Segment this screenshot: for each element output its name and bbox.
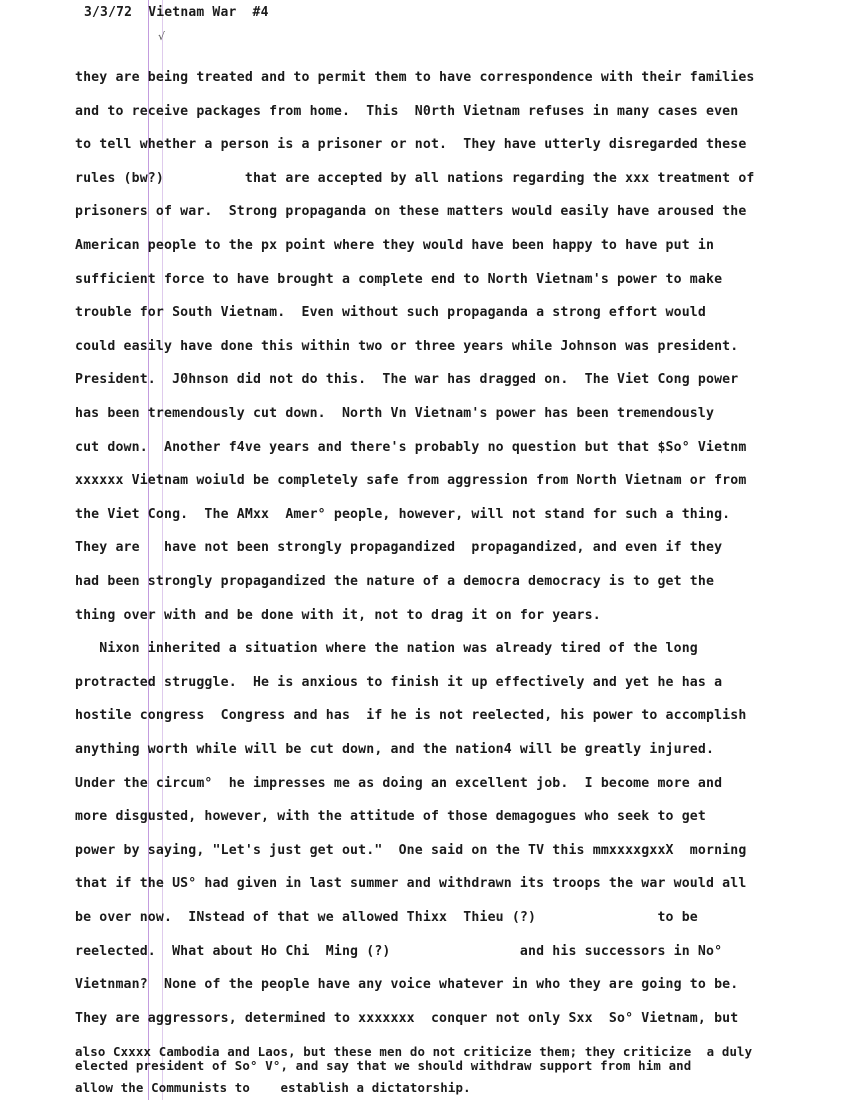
text-line: cut down. Another f4ve years and there's probably no question but that $So° Vietnm	[75, 439, 747, 455]
text-line: Under the circum° he impresses me as doing an excellent job. I become more and	[75, 775, 723, 791]
text-line: more disgusted, however, with the attitude of those demagogues who seek to get	[75, 809, 706, 825]
text-line: They are aggressors, determined to xxxxxxx conquer not only Sxx So° Vietnam, but	[75, 1010, 739, 1026]
text-line: reelected. What about Ho Chi Ming (?) and his successors in No°	[75, 943, 723, 959]
text-line: power by saying, "Let's just get out." One said on the TV this mmxxxxgxxX morning	[75, 842, 747, 858]
text-line: hostile congress Congress and has if he is not reelected, his power to accomplish	[75, 708, 747, 724]
text-line: trouble for South Vietnam. Even without such propaganda a strong effort would	[75, 305, 706, 321]
text-line: rules (bw?) that are accepted by all nations regarding the xxx treatment of	[75, 170, 755, 186]
text-line: anything worth while will be cut down, and the nation4 will be greatly injured.	[75, 742, 715, 757]
text-line: thing over with and be done with it, not to drag it on for years.	[75, 607, 601, 623]
text-line: the Viet Cong. The AMxx Amer° people, however, will not stand for such a thing.	[75, 506, 731, 522]
text-line: they are being treated and to permit them to have correspondence with their families	[75, 70, 755, 85]
text-line: prisoners of war. Strong propaganda on these matters would easily have aroused the	[75, 204, 747, 220]
text-line: President. J0hnson did not do this. The war has dragged on. The Viet Cong power	[75, 372, 739, 388]
text-line: had been strongly propagandized the nature of a democra democracy is to get the	[75, 574, 715, 589]
text-line: be over now. INstead of that we allowed Thixx Thieu (?) to be	[75, 910, 698, 925]
text-line: that if the US° had given in last summer and withdrawn its troops the war would all	[75, 876, 747, 892]
text-line: Nixon inherited a situation where the nation was already tired of the long	[75, 641, 698, 657]
text-line: allow the Communists to establish a dictatorship.	[75, 1080, 471, 1095]
text-line: has been tremendously cut down. North Vn Vietnam's power has been tremendously	[75, 406, 715, 421]
text-line: xxxxxx Vietnam woiuld be completely safe from aggression from North Vietnam or from	[75, 473, 747, 489]
text-line: and to receive packages from home. This N0rth Vietnam refuses in many cases even	[75, 103, 739, 119]
text-line: sufficient force to have brought a complete end to North Vietnam's power to make	[75, 271, 723, 287]
text-line: could easily have done this within two or three years while Johnson was president.	[75, 338, 739, 354]
text-line: elected president of So° V°, and say that we should withdraw support from him and	[75, 1058, 692, 1073]
text-line: American people to the px point where they would have been happy to have put in	[75, 238, 715, 253]
text-line: protracted struggle. He is anxious to finish it up effectively and yet he has a	[75, 674, 723, 690]
text-line: They are have not been strongly propagandized propagandized, and even if they	[75, 540, 723, 556]
text-line: also Cxxxx Cambodia and Laos, but these men do not criticize them; they criticize a duly	[75, 1044, 753, 1060]
text-line: Vietnman? None of the people have any voice whatever in who they are going to be.	[75, 977, 739, 993]
text-line: to tell whether a person is a prisoner or not. They have utterly disregarded these	[75, 137, 747, 153]
check-mark: √	[158, 30, 166, 43]
page-header: 3/3/72 Vietnam War #4	[84, 5, 269, 20]
